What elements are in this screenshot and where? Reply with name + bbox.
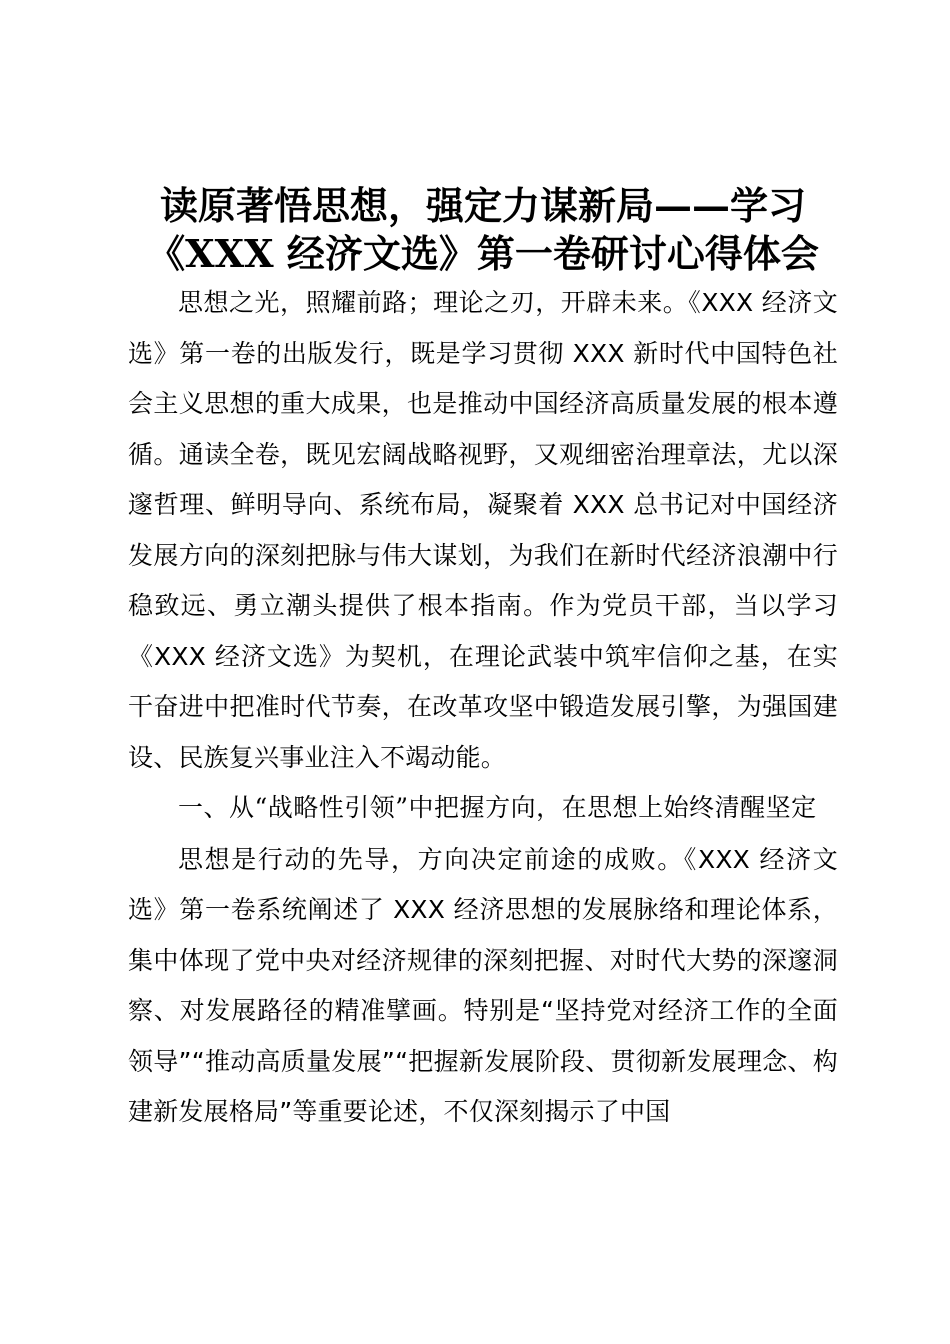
section-1-paragraph: 思想是行动的先导，方向决定前途的成败。《XXX 经济文选》第一卷系统阐述了 XXX 经济思想的发展脉络和理论体系，集中体现了党中央对经济规律的深刻把握、对时代大势的深邃洞察、对发展路径的精准擘画。特别是“坚持党对经济工作的全面领导”“推动高质量发展”“把握新发展阶段、贯彻新发展理念、构建新发展格局”等重要论述，不仅深刻揭示了中国 (128, 844, 838, 1126)
document-page (128, 182, 838, 1138)
title-line-2: 《XXX 经济文选》第一卷研讨心得体会 (147, 231, 819, 276)
title-line-1: 读原著悟思想，强定力谋新局——学习 (159, 183, 806, 228)
document-title (128, 182, 838, 278)
section-heading-1: 一、从“战略性引领”中把握方向，在思想上始终清醒坚定 (178, 793, 817, 822)
intro-paragraph: 思想之光，照耀前路；理论之刃，开辟未来。《XXX 经济文选》第一卷的出版发行，既是学习贯彻 XXX 新时代中国特色社会主义思想的重大成果，也是推动中国经济高质量发展的根本遵循。通读全卷，既见宏阔战略视野，又观细密治理章法，尤以深邃哲理、鲜明导向、系统布局，凝聚着 XXX 总书记对中国经济发展方向的深刻把脉与伟大谋划，为我们在新时代经济浪潮中行稳致远、勇立潮头提供了根本指南。作为党员干部，当以学习《XXX 经济文选》为契机，在理论武装中筑牢信仰之基，在实干奋进中把准时代节奏，在改革攻坚中锻造发展引擎，为强国建设、民族复兴事业注入不竭动能。 (128, 288, 838, 772)
